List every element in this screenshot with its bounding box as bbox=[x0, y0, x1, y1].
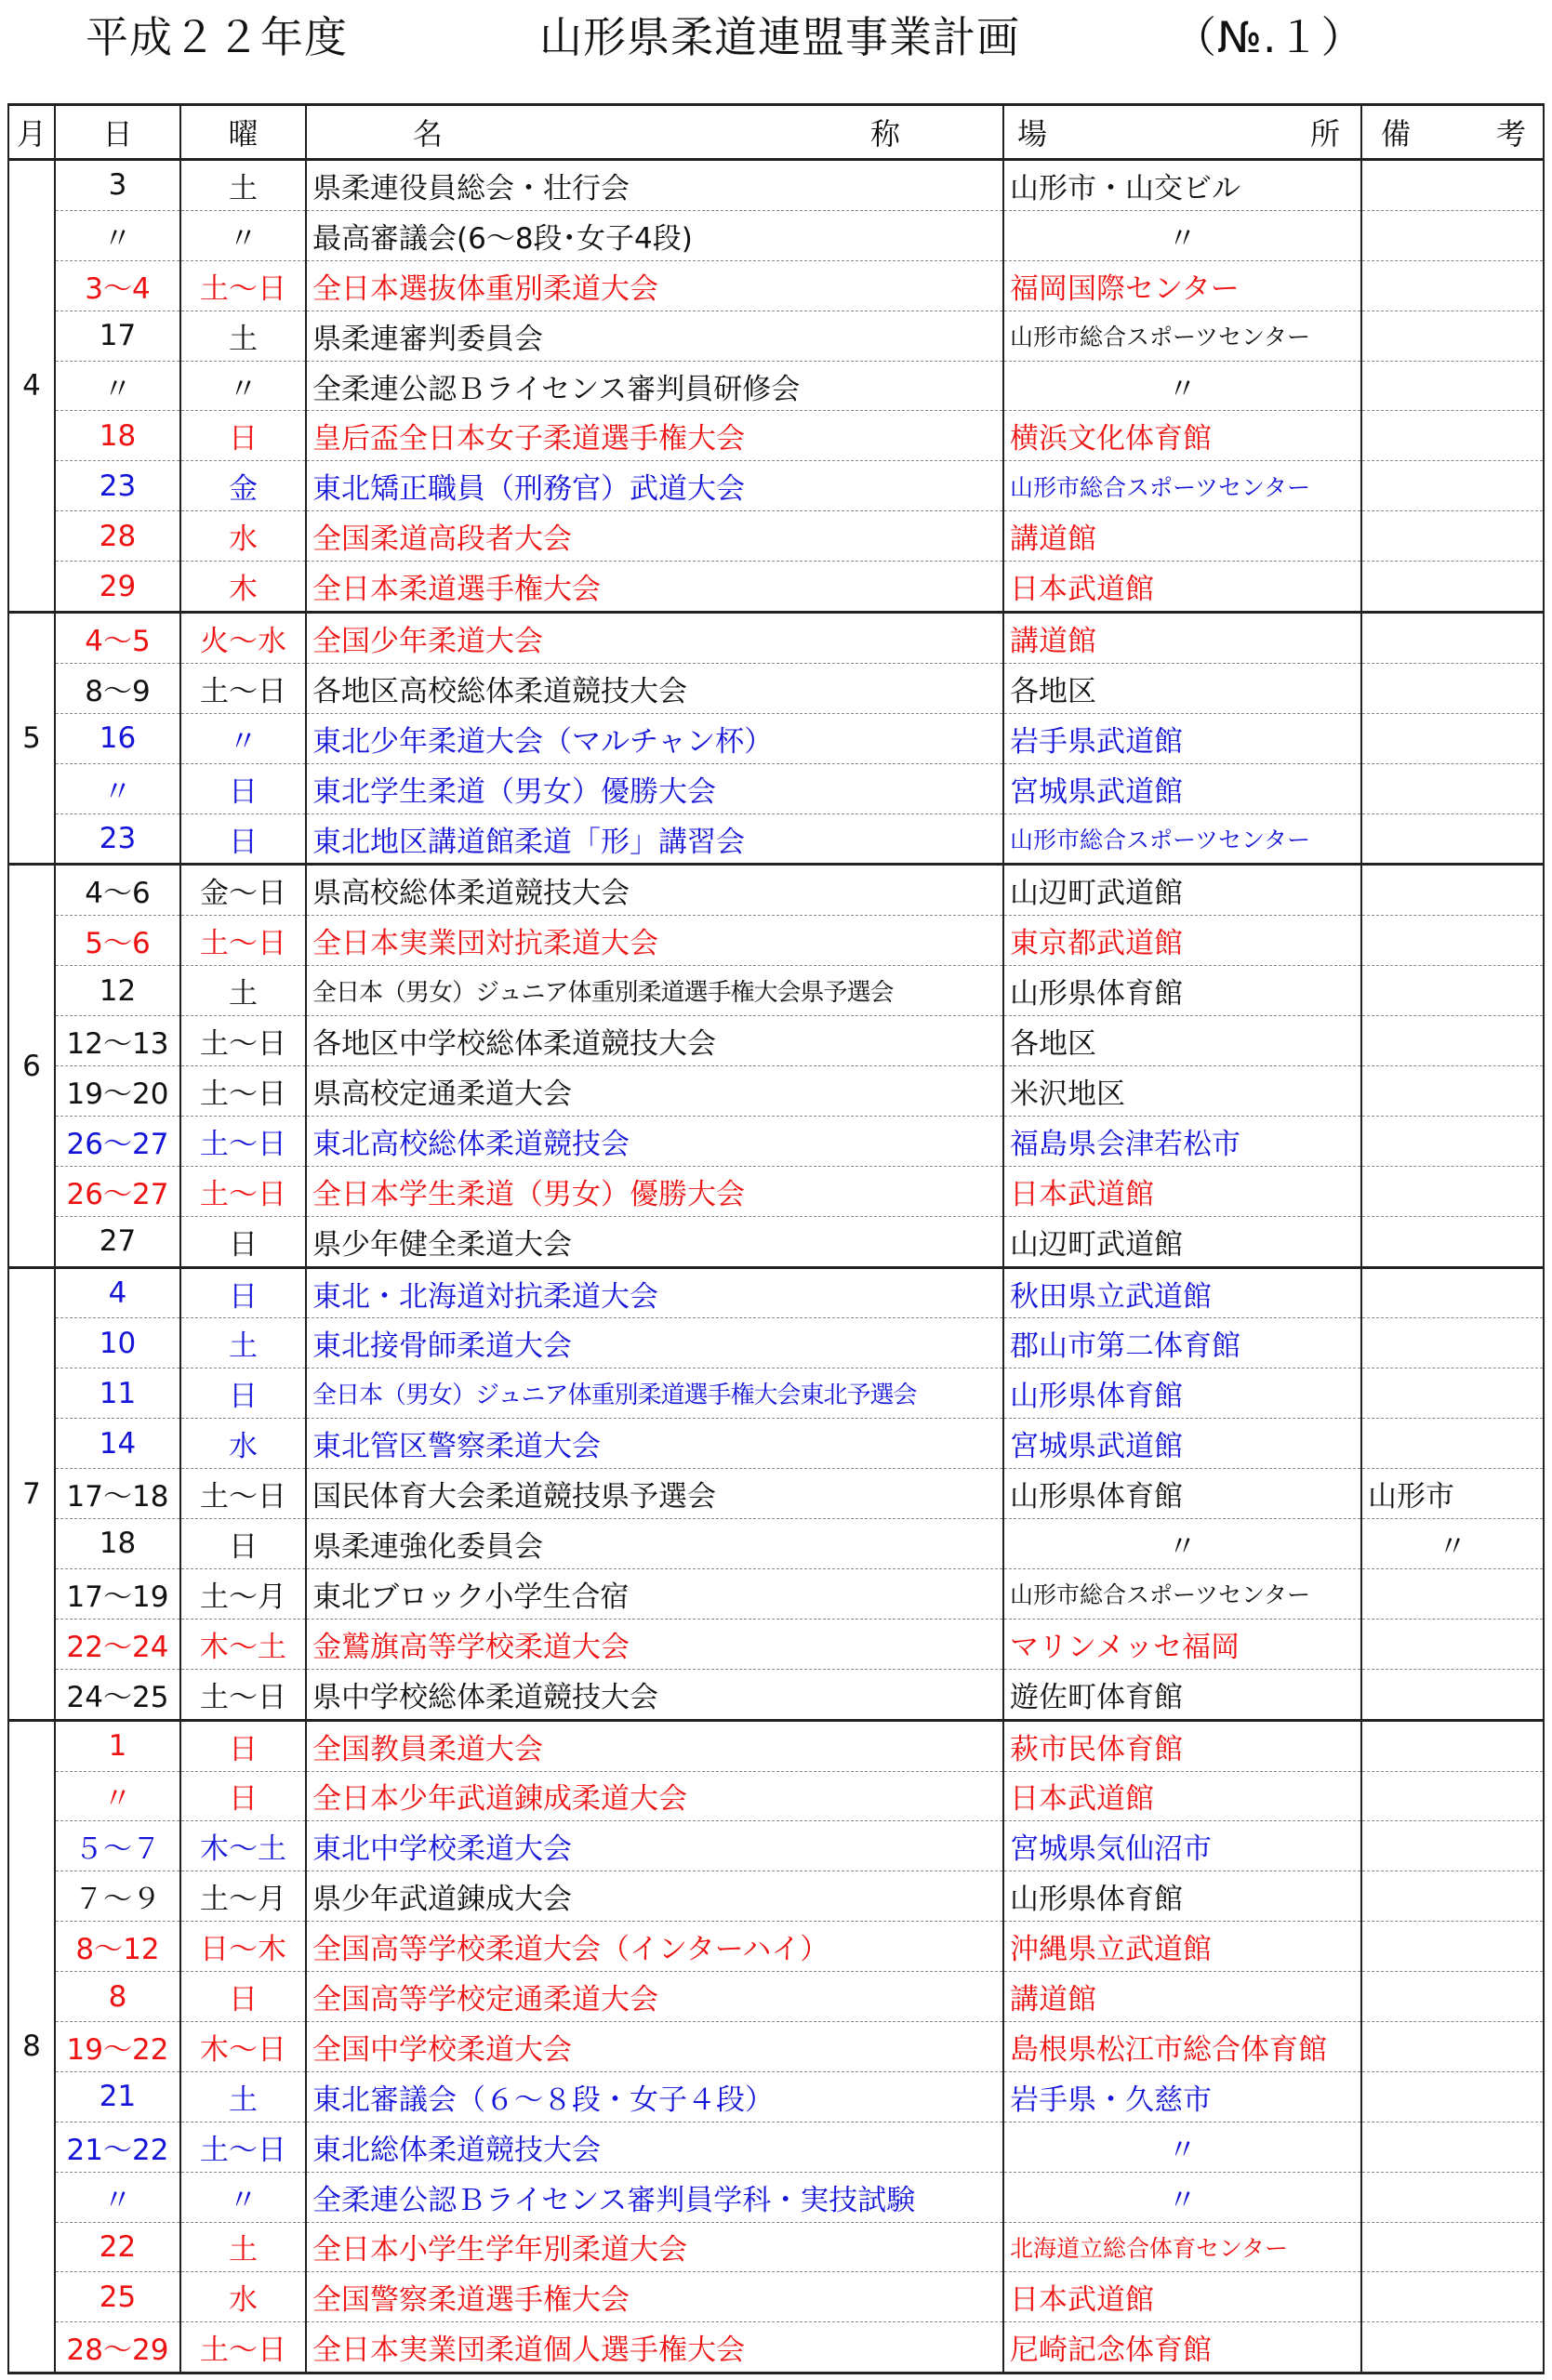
date-cell: 17～18 bbox=[55, 1469, 180, 1519]
weekday-cell: 日 bbox=[180, 1267, 306, 1318]
notes-cell bbox=[1361, 260, 1544, 311]
weekday-cell: 水 bbox=[180, 511, 306, 562]
header-weekday: 曜 bbox=[180, 105, 306, 160]
table-row bbox=[8, 511, 1544, 562]
document-title bbox=[0, 0, 1552, 74]
table-row bbox=[8, 1368, 1544, 1419]
header-day: 日 bbox=[55, 105, 180, 160]
table-row bbox=[8, 1216, 1544, 1267]
event-name-cell: 県高校定通柔道大会 bbox=[306, 1066, 1003, 1117]
date-cell: ５～７ bbox=[55, 1821, 180, 1871]
notes-cell bbox=[1361, 1368, 1544, 1419]
venue-cell: 山形県体育館 bbox=[1003, 1469, 1361, 1519]
table-row bbox=[8, 813, 1544, 865]
date-cell: 26～27 bbox=[55, 1116, 180, 1166]
event-name-cell: 全日本柔道選手権大会 bbox=[306, 562, 1003, 613]
event-name-cell: 東北少年柔道大会（マルチャン杯） bbox=[306, 713, 1003, 763]
venue-cell: 東京都武道館 bbox=[1003, 916, 1361, 966]
venue-cell: 岩手県・久慈市 bbox=[1003, 2071, 1361, 2122]
table-row bbox=[8, 2222, 1544, 2272]
venue-cell: 福島県会津若松市 bbox=[1003, 1116, 1361, 1166]
header-name: 名 称 bbox=[306, 105, 1003, 160]
event-name-cell: 県少年健全柔道大会 bbox=[306, 1216, 1003, 1267]
venue-cell: 島根県松江市総合体育館 bbox=[1003, 2021, 1361, 2071]
notes-cell bbox=[1361, 1216, 1544, 1267]
weekday-cell: 日 bbox=[180, 1368, 306, 1419]
notes-cell bbox=[1361, 663, 1544, 713]
notes-cell bbox=[1361, 1016, 1544, 1066]
notes-cell bbox=[1361, 1116, 1544, 1166]
notes-cell bbox=[1361, 966, 1544, 1016]
table-row bbox=[8, 1016, 1544, 1066]
table-row bbox=[8, 1771, 1544, 1821]
event-name-cell: 県柔連役員総会・壮行会 bbox=[306, 160, 1003, 211]
notes-cell bbox=[1361, 865, 1544, 916]
notes-cell bbox=[1361, 2272, 1544, 2322]
date-cell: 17 bbox=[55, 311, 180, 361]
table-row bbox=[8, 1318, 1544, 1368]
event-name-cell: 各地区中学校総体柔道競技大会 bbox=[306, 1016, 1003, 1066]
table-row bbox=[8, 1821, 1544, 1871]
event-name-cell: 全柔連公認Ｂライセンス審判員研修会 bbox=[306, 361, 1003, 411]
event-name-cell: 全国教員柔道大会 bbox=[306, 1720, 1003, 1771]
event-name-cell: 東北ブロック小学生合宿 bbox=[306, 1568, 1003, 1619]
table-row bbox=[8, 1871, 1544, 1922]
event-name-cell: 東北・北海道対抗柔道大会 bbox=[306, 1267, 1003, 1318]
weekday-cell: 〃 bbox=[180, 713, 306, 763]
notes-cell bbox=[1361, 2222, 1544, 2272]
event-name-cell: 全国高等学校柔道大会（インターハイ） bbox=[306, 1922, 1003, 1972]
date-cell: 21 bbox=[55, 2071, 180, 2122]
weekday-cell: 土 bbox=[180, 1318, 306, 1368]
table-row bbox=[8, 2322, 1544, 2373]
month-cell: 8 bbox=[8, 1720, 55, 2373]
venue-cell: 講道館 bbox=[1003, 511, 1361, 562]
month-cell: 6 bbox=[8, 865, 55, 1267]
notes-cell bbox=[1361, 1669, 1544, 1720]
notes-cell bbox=[1361, 461, 1544, 511]
event-name-cell: 全日本（男女）ジュニア体重別柔道選手権大会県予選会 bbox=[306, 966, 1003, 1016]
table-row bbox=[8, 1419, 1544, 1469]
notes-cell bbox=[1361, 2172, 1544, 2222]
date-cell: 3～4 bbox=[55, 260, 180, 311]
venue-cell: 宮城県気仙沼市 bbox=[1003, 1821, 1361, 1871]
venue-cell: 山形県体育館 bbox=[1003, 1368, 1361, 1419]
event-name-cell: 県少年武道錬成大会 bbox=[306, 1871, 1003, 1922]
weekday-cell: 日 bbox=[180, 1972, 306, 2022]
venue-cell: 〃 bbox=[1003, 361, 1361, 411]
table-row bbox=[8, 763, 1544, 813]
date-cell: 22 bbox=[55, 2222, 180, 2272]
venue-cell: 秋田県立武道館 bbox=[1003, 1267, 1361, 1318]
date-cell: 14 bbox=[55, 1419, 180, 1469]
date-cell: 4 bbox=[55, 1267, 180, 1318]
table-row bbox=[8, 1066, 1544, 1117]
weekday-cell: 土 bbox=[180, 311, 306, 361]
event-name-cell: 皇后盃全日本女子柔道選手権大会 bbox=[306, 411, 1003, 461]
notes-cell bbox=[1361, 763, 1544, 813]
table-row bbox=[8, 1519, 1544, 1569]
table-row bbox=[8, 361, 1544, 411]
venue-cell: 萩市民体育館 bbox=[1003, 1720, 1361, 1771]
date-cell: 〃 bbox=[55, 763, 180, 813]
date-cell: 29 bbox=[55, 562, 180, 613]
date-cell: 18 bbox=[55, 411, 180, 461]
weekday-cell: 土～日 bbox=[180, 1669, 306, 1720]
date-cell: 5～6 bbox=[55, 916, 180, 966]
table-row bbox=[8, 2172, 1544, 2222]
date-cell: 21～22 bbox=[55, 2122, 180, 2172]
table-row bbox=[8, 160, 1544, 211]
venue-cell: 遊佐町体育館 bbox=[1003, 1669, 1361, 1720]
weekday-cell: 土～日 bbox=[180, 2322, 306, 2373]
venue-cell: 宮城県武道館 bbox=[1003, 763, 1361, 813]
weekday-cell: 日 bbox=[180, 763, 306, 813]
month-cell: 7 bbox=[8, 1267, 55, 1720]
table-row bbox=[8, 2071, 1544, 2122]
venue-cell: 北海道立総合体育センター bbox=[1003, 2222, 1361, 2272]
notes-cell bbox=[1361, 713, 1544, 763]
date-cell: 27 bbox=[55, 1216, 180, 1267]
venue-cell: 日本武道館 bbox=[1003, 562, 1361, 613]
venue-cell: 〃 bbox=[1003, 210, 1361, 260]
venue-cell: 講道館 bbox=[1003, 613, 1361, 664]
date-cell: 19～22 bbox=[55, 2021, 180, 2071]
notes-cell bbox=[1361, 2122, 1544, 2172]
table-row bbox=[8, 2122, 1544, 2172]
event-name-cell: 全国少年柔道大会 bbox=[306, 613, 1003, 664]
weekday-cell: 木～土 bbox=[180, 1821, 306, 1871]
venue-cell: 各地区 bbox=[1003, 663, 1361, 713]
table-row bbox=[8, 1720, 1544, 1771]
notes-cell bbox=[1361, 210, 1544, 260]
weekday-cell: 日 bbox=[180, 1216, 306, 1267]
schedule-body bbox=[8, 160, 1544, 2373]
date-cell: 8～12 bbox=[55, 1922, 180, 1972]
weekday-cell: 木～日 bbox=[180, 2021, 306, 2071]
venue-cell: 沖縄県立武道館 bbox=[1003, 1922, 1361, 1972]
weekday-cell: 日 bbox=[180, 813, 306, 865]
weekday-cell: 土～日 bbox=[180, 1066, 306, 1117]
event-name-cell: 東北管区警察柔道大会 bbox=[306, 1419, 1003, 1469]
venue-cell: 〃 bbox=[1003, 1519, 1361, 1569]
notes-cell bbox=[1361, 1568, 1544, 1619]
event-name-cell: 東北高校総体柔道競技会 bbox=[306, 1116, 1003, 1166]
notes-cell: 山形市 bbox=[1361, 1469, 1544, 1519]
date-cell: 8 bbox=[55, 1972, 180, 2022]
venue-cell: 山辺町武道館 bbox=[1003, 1216, 1361, 1267]
notes-cell bbox=[1361, 1871, 1544, 1922]
date-cell: 〃 bbox=[55, 1771, 180, 1821]
event-name-cell: 最高審議会(6～8段･女子4段) bbox=[306, 210, 1003, 260]
weekday-cell: 日 bbox=[180, 1720, 306, 1771]
venue-cell: 尼崎記念体育館 bbox=[1003, 2322, 1361, 2373]
table-row bbox=[8, 461, 1544, 511]
table-row bbox=[8, 713, 1544, 763]
event-name-cell: 全日本学生柔道（男女）優勝大会 bbox=[306, 1166, 1003, 1216]
event-name-cell: 県柔連強化委員会 bbox=[306, 1519, 1003, 1569]
venue-cell: 米沢地区 bbox=[1003, 1066, 1361, 1117]
event-name-cell: 全国高等学校定通柔道大会 bbox=[306, 1972, 1003, 2022]
table-row bbox=[8, 562, 1544, 613]
notes-cell bbox=[1361, 2071, 1544, 2122]
weekday-cell: 〃 bbox=[180, 361, 306, 411]
venue-cell: 日本武道館 bbox=[1003, 1771, 1361, 1821]
event-name-cell: 全国警察柔道選手権大会 bbox=[306, 2272, 1003, 2322]
weekday-cell: 木～土 bbox=[180, 1619, 306, 1669]
table-row bbox=[8, 1116, 1544, 1166]
date-cell: 12 bbox=[55, 966, 180, 1016]
venue-cell: 山形市総合スポーツセンター bbox=[1003, 461, 1361, 511]
event-name-cell: 全日本実業団対抗柔道大会 bbox=[306, 916, 1003, 966]
venue-cell: 日本武道館 bbox=[1003, 2272, 1361, 2322]
notes-cell bbox=[1361, 411, 1544, 461]
venue-cell: 山形市総合スポーツセンター bbox=[1003, 1568, 1361, 1619]
date-cell: 18 bbox=[55, 1519, 180, 1569]
weekday-cell: 土 bbox=[180, 2222, 306, 2272]
date-cell: 16 bbox=[55, 713, 180, 763]
date-cell: 24～25 bbox=[55, 1669, 180, 1720]
weekday-cell: 火～水 bbox=[180, 613, 306, 664]
venue-cell: 山形市・山交ビル bbox=[1003, 160, 1361, 211]
date-cell: 3 bbox=[55, 160, 180, 211]
event-name-cell: 全国中学校柔道大会 bbox=[306, 2021, 1003, 2071]
date-cell: 11 bbox=[55, 1368, 180, 1419]
venue-cell: 〃 bbox=[1003, 2122, 1361, 2172]
event-name-cell: 県中学校総体柔道競技大会 bbox=[306, 1669, 1003, 1720]
header-row bbox=[8, 105, 1544, 160]
notes-cell bbox=[1361, 813, 1544, 865]
notes-cell bbox=[1361, 1318, 1544, 1368]
venue-cell: 福岡国際センター bbox=[1003, 260, 1361, 311]
date-cell: ７～９ bbox=[55, 1871, 180, 1922]
event-name-cell: 金鷲旗高等学校柔道大会 bbox=[306, 1619, 1003, 1669]
venue-cell: 岩手県武道館 bbox=[1003, 713, 1361, 763]
notes-cell: 〃 bbox=[1361, 1519, 1544, 1569]
event-name-cell: 県高校総体柔道競技大会 bbox=[306, 865, 1003, 916]
date-cell: 8～9 bbox=[55, 663, 180, 713]
date-cell: 17～19 bbox=[55, 1568, 180, 1619]
date-cell: 10 bbox=[55, 1318, 180, 1368]
notes-cell bbox=[1361, 1419, 1544, 1469]
weekday-cell: 金 bbox=[180, 461, 306, 511]
table-row bbox=[8, 260, 1544, 311]
date-cell: 4～5 bbox=[55, 613, 180, 664]
event-name-cell: 全柔連公認Ｂライセンス審判員学科・実技試験 bbox=[306, 2172, 1003, 2222]
event-name-cell: 全日本実業団柔道個人選手権大会 bbox=[306, 2322, 1003, 2373]
table-row bbox=[8, 1972, 1544, 2022]
header-place: 場 所 bbox=[1003, 105, 1361, 160]
table-row bbox=[8, 411, 1544, 461]
table-row bbox=[8, 210, 1544, 260]
date-cell: 23 bbox=[55, 813, 180, 865]
table-row bbox=[8, 1469, 1544, 1519]
date-cell: 26～27 bbox=[55, 1166, 180, 1216]
weekday-cell: 土～月 bbox=[180, 1568, 306, 1619]
venue-cell: マリンメッセ福岡 bbox=[1003, 1619, 1361, 1669]
event-name-cell: 東北接骨師柔道大会 bbox=[306, 1318, 1003, 1368]
weekday-cell: 土～日 bbox=[180, 1016, 306, 1066]
month-cell: 4 bbox=[8, 160, 55, 613]
event-name-cell: 全日本選抜体重別柔道大会 bbox=[306, 260, 1003, 311]
table-row bbox=[8, 2021, 1544, 2071]
notes-cell bbox=[1361, 1267, 1544, 1318]
notes-cell bbox=[1361, 2322, 1544, 2373]
date-cell: 〃 bbox=[55, 361, 180, 411]
event-name-cell: 東北総体柔道競技大会 bbox=[306, 2122, 1003, 2172]
venue-cell: 宮城県武道館 bbox=[1003, 1419, 1361, 1469]
venue-cell: 日本武道館 bbox=[1003, 1166, 1361, 1216]
date-cell: 4～6 bbox=[55, 865, 180, 916]
venue-cell: 山辺町武道館 bbox=[1003, 865, 1361, 916]
venue-cell: 山形市総合スポーツセンター bbox=[1003, 813, 1361, 865]
event-name-cell: 東北学生柔道（男女）優勝大会 bbox=[306, 763, 1003, 813]
table-row bbox=[8, 1619, 1544, 1669]
weekday-cell: 土～日 bbox=[180, 1116, 306, 1166]
venue-cell: 〃 bbox=[1003, 2172, 1361, 2222]
event-name-cell: 東北中学校柔道大会 bbox=[306, 1821, 1003, 1871]
event-name-cell: 東北地区講道館柔道「形」講習会 bbox=[306, 813, 1003, 865]
notes-cell bbox=[1361, 1771, 1544, 1821]
title-number: （№.１） bbox=[1174, 12, 1365, 62]
notes-cell bbox=[1361, 511, 1544, 562]
title-plan: 山形県柔道連盟事業計画 bbox=[539, 12, 1020, 62]
weekday-cell: 日 bbox=[180, 1519, 306, 1569]
notes-cell bbox=[1361, 160, 1544, 211]
event-name-cell: 各地区高校総体柔道競技大会 bbox=[306, 663, 1003, 713]
date-cell: 〃 bbox=[55, 210, 180, 260]
venue-cell: 山形県体育館 bbox=[1003, 1871, 1361, 1922]
weekday-cell: 土 bbox=[180, 2071, 306, 2122]
date-cell: 1 bbox=[55, 1720, 180, 1771]
weekday-cell: 木 bbox=[180, 562, 306, 613]
venue-cell: 横浜文化体育館 bbox=[1003, 411, 1361, 461]
table-row bbox=[8, 1568, 1544, 1619]
table-row bbox=[8, 2272, 1544, 2322]
weekday-cell: 土～日 bbox=[180, 260, 306, 311]
weekday-cell: 水 bbox=[180, 2272, 306, 2322]
weekday-cell: 〃 bbox=[180, 210, 306, 260]
weekday-cell: 土～日 bbox=[180, 1469, 306, 1519]
venue-cell: 郡山市第二体育館 bbox=[1003, 1318, 1361, 1368]
event-name-cell: 全日本（男女）ジュニア体重別柔道選手権大会東北予選会 bbox=[306, 1368, 1003, 1419]
weekday-cell: 土～日 bbox=[180, 2122, 306, 2172]
month-cell: 5 bbox=[8, 613, 55, 865]
schedule-table bbox=[7, 103, 1545, 2374]
notes-cell bbox=[1361, 1066, 1544, 1117]
table-row bbox=[8, 1166, 1544, 1216]
notes-cell bbox=[1361, 1972, 1544, 2022]
weekday-cell: 日 bbox=[180, 1771, 306, 1821]
weekday-cell: 日～木 bbox=[180, 1922, 306, 1972]
date-cell: 28～29 bbox=[55, 2322, 180, 2373]
date-cell: 25 bbox=[55, 2272, 180, 2322]
table-row bbox=[8, 613, 1544, 664]
weekday-cell: 土～日 bbox=[180, 916, 306, 966]
notes-cell bbox=[1361, 1922, 1544, 1972]
notes-cell bbox=[1361, 311, 1544, 361]
weekday-cell: 日 bbox=[180, 411, 306, 461]
notes-cell bbox=[1361, 562, 1544, 613]
event-name-cell: 全日本少年武道錬成柔道大会 bbox=[306, 1771, 1003, 1821]
weekday-cell: 〃 bbox=[180, 2172, 306, 2222]
weekday-cell: 水 bbox=[180, 1419, 306, 1469]
table-row bbox=[8, 663, 1544, 713]
date-cell: 22～24 bbox=[55, 1619, 180, 1669]
venue-cell: 講道館 bbox=[1003, 1972, 1361, 2022]
notes-cell bbox=[1361, 1166, 1544, 1216]
date-cell: 12～13 bbox=[55, 1016, 180, 1066]
event-name-cell: 東北審議会（６～８段・女子４段） bbox=[306, 2071, 1003, 2122]
notes-cell bbox=[1361, 1619, 1544, 1669]
table-row bbox=[8, 1922, 1544, 1972]
venue-cell: 山形県体育館 bbox=[1003, 966, 1361, 1016]
header-month: 月 bbox=[8, 105, 55, 160]
table-row bbox=[8, 916, 1544, 966]
notes-cell bbox=[1361, 2021, 1544, 2071]
event-name-cell: 県柔連審判委員会 bbox=[306, 311, 1003, 361]
date-cell: 〃 bbox=[55, 2172, 180, 2222]
weekday-cell: 土～日 bbox=[180, 663, 306, 713]
venue-cell: 山形市総合スポーツセンター bbox=[1003, 311, 1361, 361]
event-name-cell: 全日本小学生学年別柔道大会 bbox=[306, 2222, 1003, 2272]
event-name-cell: 東北矯正職員（刑務官）武道大会 bbox=[306, 461, 1003, 511]
venue-cell: 各地区 bbox=[1003, 1016, 1361, 1066]
notes-cell bbox=[1361, 916, 1544, 966]
weekday-cell: 土～日 bbox=[180, 1166, 306, 1216]
table-row bbox=[8, 966, 1544, 1016]
notes-cell bbox=[1361, 1821, 1544, 1871]
weekday-cell: 土 bbox=[180, 966, 306, 1016]
weekday-cell: 土～月 bbox=[180, 1871, 306, 1922]
table-row bbox=[8, 865, 1544, 916]
notes-cell bbox=[1361, 1720, 1544, 1771]
table-row bbox=[8, 1669, 1544, 1720]
notes-cell bbox=[1361, 361, 1544, 411]
notes-cell bbox=[1361, 613, 1544, 664]
date-cell: 19～20 bbox=[55, 1066, 180, 1117]
date-cell: 23 bbox=[55, 461, 180, 511]
weekday-cell: 金～日 bbox=[180, 865, 306, 916]
date-cell: 28 bbox=[55, 511, 180, 562]
table-row bbox=[8, 311, 1544, 361]
table-row bbox=[8, 1267, 1544, 1318]
header-notes: 備 考 bbox=[1361, 105, 1544, 160]
event-name-cell: 国民体育大会柔道競技県予選会 bbox=[306, 1469, 1003, 1519]
event-name-cell: 全国柔道高段者大会 bbox=[306, 511, 1003, 562]
weekday-cell: 土 bbox=[180, 160, 306, 211]
title-year: 平成２２年度 bbox=[86, 12, 348, 62]
